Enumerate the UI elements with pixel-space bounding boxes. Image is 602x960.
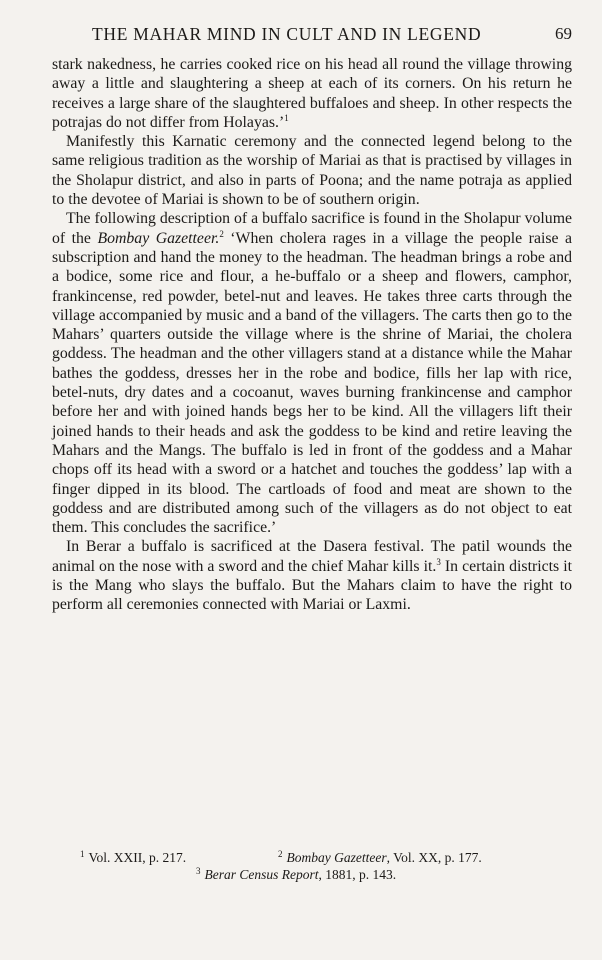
footnote-2-text: , Vol. XX, p. 177. xyxy=(386,850,482,865)
paragraph-1 xyxy=(52,55,572,132)
paragraph-4 xyxy=(52,537,572,614)
footnote-ref-3: 3 xyxy=(436,556,441,567)
footnote-3-text: , 1881, p. 143. xyxy=(318,867,397,882)
footnote-ref-1: 1 xyxy=(284,112,289,123)
paragraph-4-text-b: In certain districts it is the Mang who slays the buffalo. But the Mahars claim to have the right to perform all ceremonies connected with Mariai or Laxmi. xyxy=(52,557,572,614)
footnote-row-2 xyxy=(52,863,572,880)
page-header xyxy=(52,24,572,48)
footnote-1-mark: 1 xyxy=(80,849,85,859)
paragraph-3 xyxy=(52,209,572,537)
footnote-ref-2: 2 xyxy=(219,228,224,239)
footnote-3-mark: 3 xyxy=(196,866,201,876)
paragraph-4-text-a: In Berar a buffalo is sacrificed at the Dasera festival. The patil wounds the animal on the nose with a sword and the chief Mahar kills it. xyxy=(52,538,572,575)
page-number: 69 xyxy=(555,24,572,43)
footnote-2-title: Bombay Gazetteer xyxy=(286,850,387,865)
footnote-3-title: Berar Census Report xyxy=(204,867,319,882)
footnotes xyxy=(52,846,572,880)
paragraph-3-citation: Bombay Gazetteer. xyxy=(97,229,220,247)
footnote-1-text: Vol. XXII, p. 217. xyxy=(88,850,187,865)
paragraph-2 xyxy=(52,132,572,209)
footnote-3 xyxy=(196,863,396,883)
footnote-row-1 xyxy=(52,846,572,863)
paragraph-3-text-a: The following description of a buffalo sacrifice is found in the Sholapur volume of the xyxy=(52,210,572,247)
paragraph-3-text-b: ‘When cholera rages in a village the people raise a subscription and hand the money to the headman. The headman brings a robe and a bodice, some rice and flour, a he-buffalo or a sheep and flowers, camphor, frankincense, red powder, betel-nut and leaves. He takes three carts through the village accompanied by music and a band of the villagers. The carts then go to the Mahars’ quarters outside the village where is the shrine of Mariai, the cholera goddess. The headman and the other villagers stand at a distance while the Mahar bathes the goddess, dresses her in the robe and bodice, fills her lap with rice, betel-nuts, dry dates and a cocoanut, waves burning frankincense and camphor before her and with joined hands begs her to be kind. All the villagers lift their joined hands to their heads and ask the goddess to be kind and retire leaving the Mahars and the Mangs. The buffalo is led in front of the goddess and a Mahar chops off its head with a sword or a hatchet and touches the goddess’ lap with a finger dipped in its blood. The cartloads of food and meat are shown to the goddess and are distributed among such of the villagers as do not object to eat them. This concludes the sacrifice.’ xyxy=(52,229,572,537)
paragraph-2-text: Manifestly this Karnatic ceremony and the connected legend belong to the same religious tradition as the worship of Mariai as that is practised by villages in the Sholapur district, and also in parts of Poona; and the name potraja as applied to the devotee of Mariai is shown to be of southern origin. xyxy=(52,133,572,209)
footnote-2-mark: 2 xyxy=(278,849,283,859)
paragraph-1-text: stark nakedness, he carries cooked rice on his head all round the village throwing away a little and slaughtering a sheep at each of its corners. On his return he receives a large share of the slaughtered buffaloes and sheep. In other respects the potrajas do not differ from Holayas.’ xyxy=(52,56,572,131)
body-text xyxy=(52,55,572,615)
running-head: THE MAHAR MIND IN CULT AND IN LEGEND xyxy=(92,24,482,44)
